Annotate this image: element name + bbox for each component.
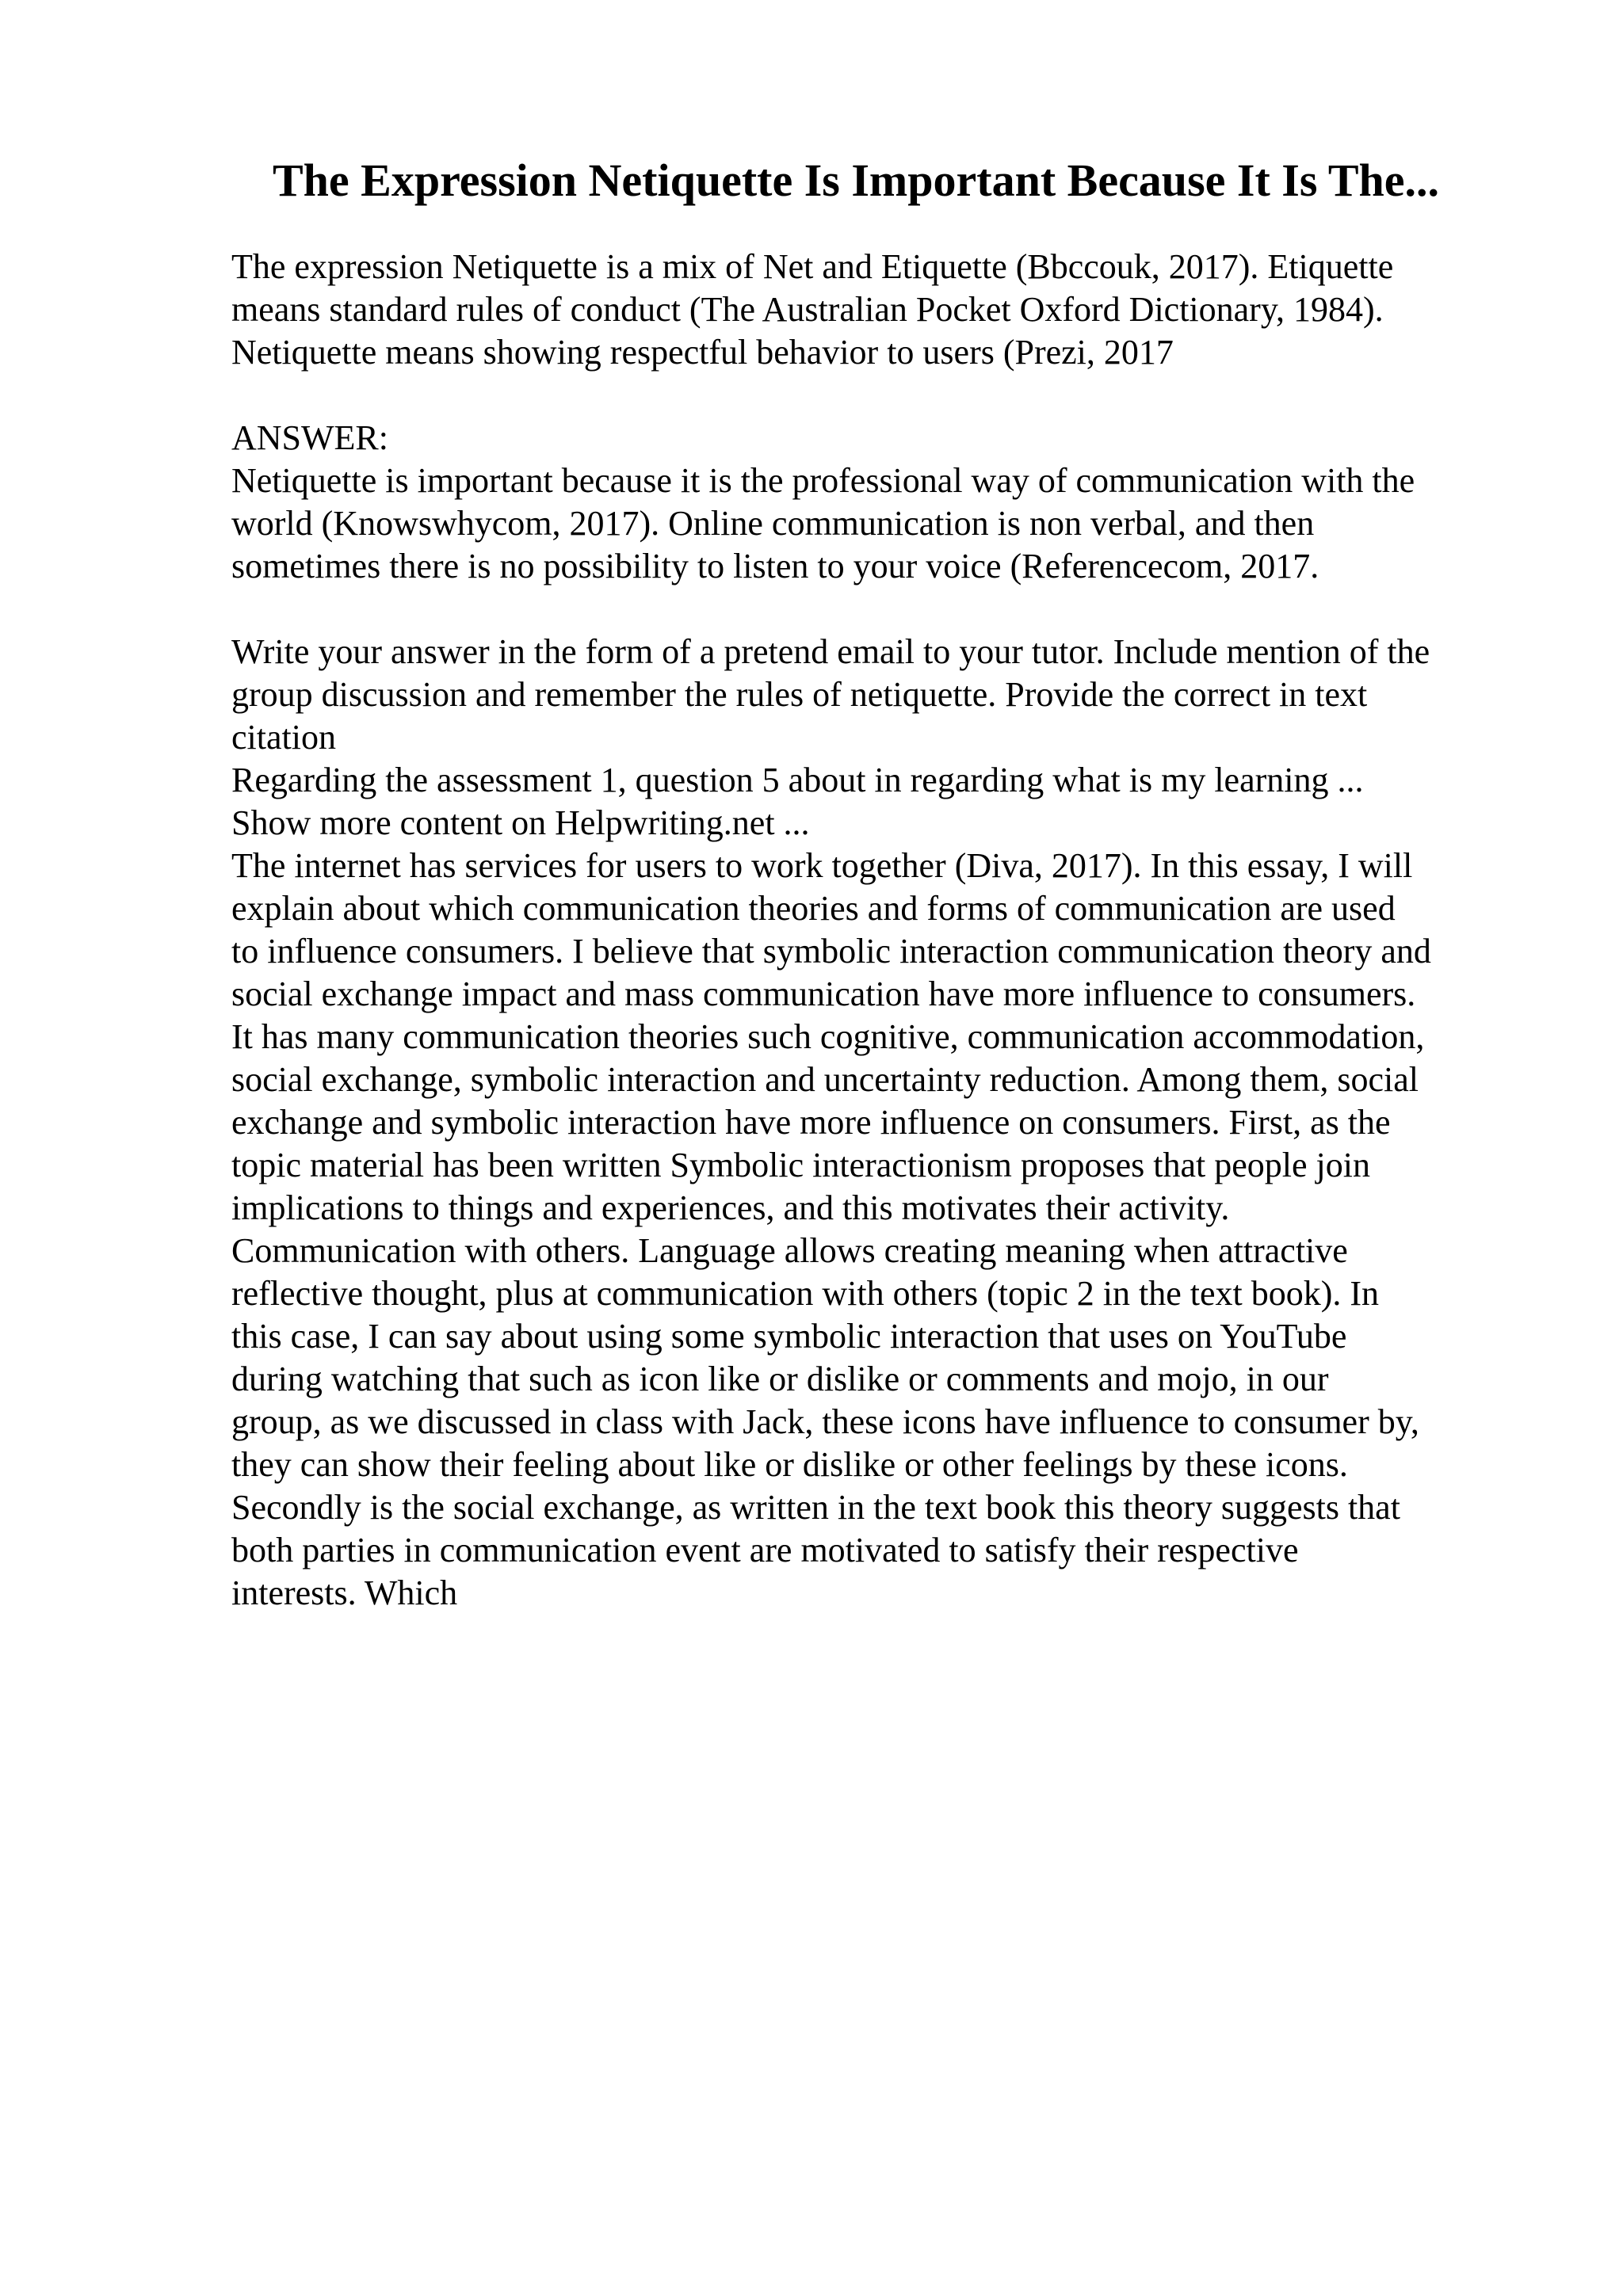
text-line: during watching that such as icon like or dislike or comments and mojo, in our bbox=[231, 1360, 1329, 1398]
text-line: exchange and symbolic interaction have more influence on consumers. First, as the bbox=[231, 1103, 1391, 1142]
text-line: The expression Netiquette is a mix of Net and Etiquette (Bbccouk, 2017). Etiquette bbox=[231, 247, 1394, 286]
paragraph-intro bbox=[231, 246, 1594, 374]
text-line: Netiquette means showing respectful behavior to users (Prezi, 2017 bbox=[231, 333, 1174, 372]
text-line: to influence consumers. I believe that symbolic interaction communication theory and bbox=[231, 932, 1431, 971]
text-line: means standard rules of conduct (The Australian Pocket Oxford Dictionary, 1984). bbox=[231, 290, 1384, 329]
text-line: group discussion and remember the rules of netiquette. Provide the correct in text bbox=[231, 675, 1368, 714]
text-line: both parties in communication event are motivated to satisfy their respective bbox=[231, 1531, 1299, 1569]
show-more-line: Show more content on Helpwriting.net ... bbox=[231, 803, 810, 842]
text-line: they can show their feeling about like or dislike or other feelings by these icons. bbox=[231, 1445, 1348, 1484]
document-body bbox=[231, 246, 1594, 1615]
text-line: this case, I can say about using some symbolic interaction that uses on YouTube bbox=[231, 1317, 1347, 1356]
text-line: Netiquette is important because it is the professional way of communication with the bbox=[231, 461, 1415, 500]
paragraph-gap bbox=[231, 588, 1594, 631]
answer-label: ANSWER: bbox=[231, 418, 388, 457]
text-line: social exchange impact and mass communication have more influence to consumers. bbox=[231, 974, 1416, 1013]
text-line: It has many communication theories such cognitive, communication accommodation, bbox=[231, 1017, 1425, 1056]
text-line: topic material has been written Symbolic interactionism proposes that people join bbox=[231, 1146, 1370, 1184]
paragraph-answer bbox=[231, 417, 1594, 588]
text-line: Write your answer in the form of a pretend email to your tutor. Include mention of the bbox=[231, 632, 1430, 671]
text-line: world (Knowswhycom, 2017). Online communication is non verbal, and then bbox=[231, 504, 1315, 543]
text-line: implications to things and experiences, and this motivates their activity. bbox=[231, 1188, 1230, 1227]
paragraph-essay bbox=[231, 631, 1594, 1615]
paragraph-gap bbox=[231, 374, 1594, 417]
text-line: social exchange, symbolic interaction and uncertainty reduction. Among them, social bbox=[231, 1060, 1419, 1099]
text-line: Regarding the assessment 1, question 5 about in regarding what is my learning ... bbox=[231, 761, 1364, 799]
text-line: citation bbox=[231, 718, 336, 757]
document-title: The Expression Netiquette Is Important Because It Is The... bbox=[272, 154, 1440, 206]
text-line: sometimes there is no possibility to listen to your voice (Referencecom, 2017. bbox=[231, 547, 1319, 585]
text-line: explain about which communication theories and forms of communication are used bbox=[231, 889, 1396, 928]
text-line: Secondly is the social exchange, as written in the text book this theory suggests that bbox=[231, 1488, 1400, 1527]
text-line: interests. Which bbox=[231, 1573, 458, 1612]
text-line: group, as we discussed in class with Jack, these icons have influence to consumer by, bbox=[231, 1402, 1419, 1441]
text-line: The internet has services for users to work together (Diva, 2017). In this essay, I will bbox=[231, 846, 1413, 885]
text-line: reflective thought, plus at communication with others (topic 2 in the text book). In bbox=[231, 1274, 1380, 1313]
text-line: Communication with others. Language allows creating meaning when attractive bbox=[231, 1231, 1348, 1270]
